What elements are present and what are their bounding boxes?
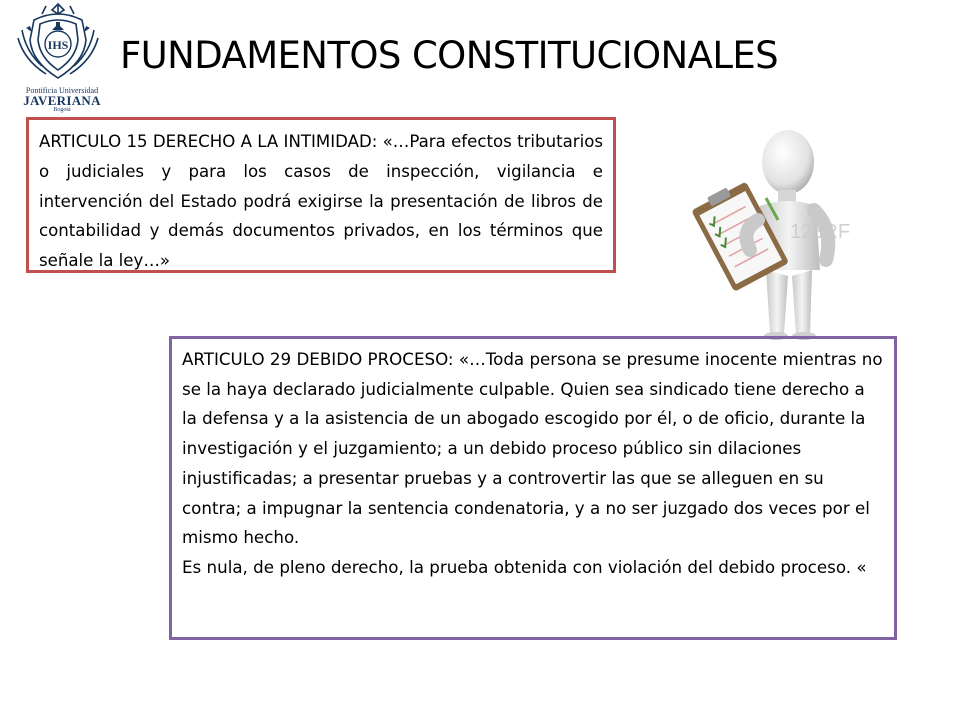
article-29-box xyxy=(169,336,897,640)
page-title: FUNDAMENTOS CONSTITUCIONALES xyxy=(120,34,778,77)
article-29-paragraph-2: Es nula, de pleno derecho, la prueba obtenida con violación del debido proceso. « xyxy=(182,556,867,577)
logo-line-2: JAVERIANA xyxy=(23,93,101,108)
watermark-text: 123RF xyxy=(790,221,851,243)
article-15-text: ARTICULO 15 DERECHO A LA INTIMIDAD: «…Para efectos tributarios o judiciales y para los casos de inspección, vigilancia e intervención del Estado podrá exigirse la presentación de libros de contabilidad y demás documentos privados, en los términos que señale la ley…» xyxy=(39,132,603,271)
article-15-box xyxy=(26,117,616,273)
crest-monogram: IHS xyxy=(47,38,69,52)
logo-line-3: Bogotá xyxy=(53,107,71,113)
person-with-clipboard-icon xyxy=(670,120,860,346)
university-logo xyxy=(12,0,104,112)
article-29-paragraph-1: ARTICULO 29 DEBIDO PROCESO: «…Toda persona se presume inocente mientras no se la haya declarado judicialmente culpable. Quien sea sindicado tiene derecho a la defensa y a la asistencia de un abogado escogido por él, o de oficio, durante la investigación y el juzgamiento; a un debido proceso público sin dilaciones injustificadas; a presentar pruebas y a controvertir las que se alleguen en su contra; a impugnar la sentencia condenatoria, y a no ser juzgado dos veces por el mismo hecho. xyxy=(182,349,883,548)
logo-line-1: Pontificia Universidad xyxy=(25,86,99,95)
crest-icon xyxy=(12,0,104,86)
